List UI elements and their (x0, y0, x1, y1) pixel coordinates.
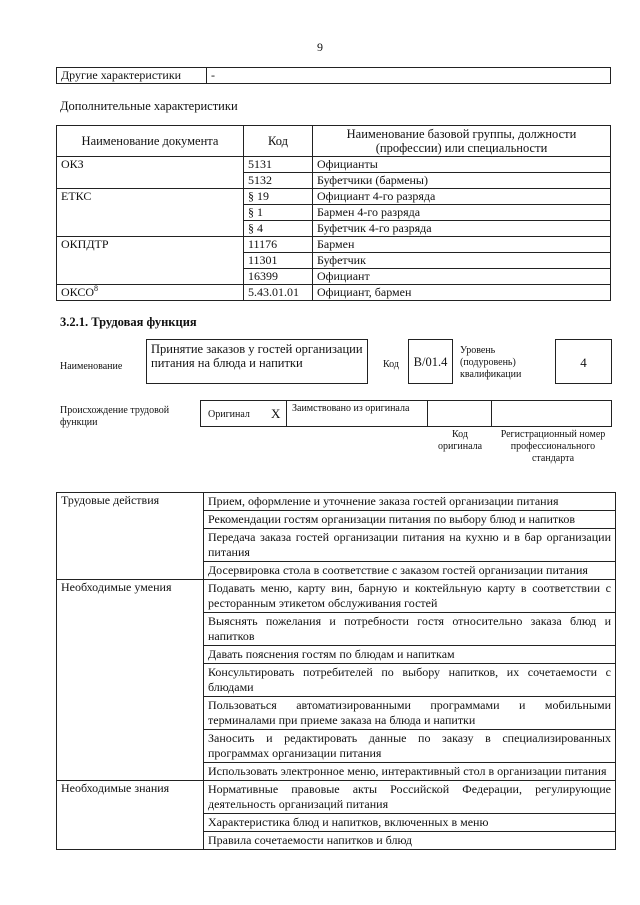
page-number: 9 (317, 40, 323, 54)
list-item (57, 529, 616, 562)
list-item (57, 613, 616, 646)
list-item (57, 646, 616, 664)
code-cell: 5132 (244, 173, 313, 189)
origin-divider-3 (491, 400, 492, 427)
group-cell: Бармен (313, 237, 611, 253)
doc-cell: ОКПДТР (57, 237, 244, 253)
doc-cell: ЕТКС (57, 189, 244, 205)
origin-divider-2 (427, 400, 428, 427)
doc-cell (57, 253, 244, 269)
table-row (57, 205, 611, 221)
list-item (57, 781, 616, 814)
section-title-spacer (57, 562, 204, 580)
additional-characteristics-table (56, 125, 611, 301)
group-cell: Официант (313, 269, 611, 285)
additional-heading: Дополнительные характеристики (60, 99, 238, 113)
doc-cell (57, 221, 244, 237)
group-cell: Бармен 4-го разряда (313, 205, 611, 221)
list-item (57, 664, 616, 697)
doc-cell: ОКЗ (57, 157, 244, 173)
col-header-document: Наименование документа (57, 126, 244, 157)
section-title-spacer (57, 664, 204, 697)
section-item: Досервировка стола в соответствие с заказом гостей организации питания (204, 562, 616, 580)
section-title-spacer (57, 529, 204, 562)
section-title-spacer (57, 730, 204, 763)
other-characteristics-table (56, 67, 611, 84)
level-label: Уровень (подуровень) квалификации (460, 345, 522, 380)
section-item: Консультировать потребителей по выбору напитков, их сочетаемости с блюдами (204, 664, 616, 697)
section-item: Выяснять пожелания и потребности гостя относительно заказа блюд и напитков (204, 613, 616, 646)
footnote-marker: 8 (94, 284, 99, 293)
code-label: Код (383, 359, 399, 370)
section-item: Давать пояснения гостям по блюдам и напиткам (204, 646, 616, 664)
code-cell: § 4 (244, 221, 313, 237)
other-characteristics-value: - (207, 68, 611, 84)
code-original-caption: Код оригинала (437, 429, 483, 452)
list-item (57, 832, 616, 850)
section-item: Правила сочетаемости напитков и блюд (204, 832, 616, 850)
function-name-box: Принятие заказов у гостей организации питания на блюда и напитки (146, 339, 368, 384)
section-item: Прием, оформление и уточнение заказа гостей организации питания (204, 493, 616, 511)
code-cell: 11176 (244, 237, 313, 253)
col-header-group: Наименование базовой группы, должности (профессии) или специальности (313, 126, 611, 157)
origin-divider-1 (286, 400, 287, 427)
section-item: Подавать меню, карту вин, барную и коктейльную карту в соответствии с ресторанным этикетом обслуживания гостей (204, 580, 616, 613)
level-box: 4 (555, 339, 612, 384)
table-row (57, 189, 611, 205)
original-label: Оригинал (208, 409, 250, 420)
group-cell: Официанты (313, 157, 611, 173)
name-label: Наименование (60, 361, 123, 372)
section-title-spacer (57, 613, 204, 646)
table-row (57, 269, 611, 285)
col-header-code: Код (244, 126, 313, 157)
list-item (57, 730, 616, 763)
other-characteristics-label: Другие характеристики (57, 68, 207, 84)
doc-cell (57, 173, 244, 189)
function-heading: 3.2.1. Трудовая функция (60, 315, 197, 329)
list-item (57, 511, 616, 529)
group-cell: Буфетчик (313, 253, 611, 269)
original-mark: X (271, 406, 281, 421)
section-item: Нормативные правовые акты Российской Федерации, регулирующие деятельность организаций питания (204, 781, 616, 814)
list-item (57, 814, 616, 832)
table-row (57, 285, 611, 301)
code-cell: 5.43.01.01 (244, 285, 313, 301)
table-row (57, 253, 611, 269)
section-title-spacer (57, 646, 204, 664)
section-item: Пользоваться автоматизированными программами и мобильными терминалами при приеме заказа на блюда и напитки (204, 697, 616, 730)
list-item (57, 763, 616, 781)
function-code-box: B/01.4 (408, 339, 453, 384)
reg-number-caption: Регистрационный номер профессионального стандарта (500, 429, 606, 464)
section-title-spacer (57, 697, 204, 730)
list-item (57, 562, 616, 580)
doc-cell (57, 269, 244, 285)
group-cell: Буфетчики (бармены) (313, 173, 611, 189)
section-title-spacer (57, 511, 204, 529)
list-item (57, 493, 616, 511)
section-item: Использовать электронное меню, интерактивный стол в организации питания (204, 763, 616, 781)
table-row (57, 237, 611, 253)
function-details-table (56, 492, 616, 850)
list-item (57, 697, 616, 730)
origin-label: Происхождение трудовой функции (60, 405, 170, 428)
code-cell: § 19 (244, 189, 313, 205)
group-cell: Официант 4-го разряда (313, 189, 611, 205)
section-title-spacer (57, 814, 204, 832)
code-cell: 16399 (244, 269, 313, 285)
borrowed-label: Заимствовано из оригинала (292, 403, 410, 414)
section-item: Рекомендации гостям организации питания по выбору блюд и напитков (204, 511, 616, 529)
section-title: Необходимые умения (57, 580, 204, 613)
code-cell: § 1 (244, 205, 313, 221)
group-cell: Буфетчик 4-го разряда (313, 221, 611, 237)
section-title-spacer (57, 832, 204, 850)
section-title: Трудовые действия (57, 493, 204, 511)
doc-cell (57, 205, 244, 221)
section-item: Характеристика блюд и напитков, включенных в меню (204, 814, 616, 832)
table-row (57, 157, 611, 173)
code-cell: 11301 (244, 253, 313, 269)
list-item (57, 580, 616, 613)
section-title-spacer (57, 763, 204, 781)
group-cell: Официант, бармен (313, 285, 611, 301)
code-cell: 5131 (244, 157, 313, 173)
section-item: Передача заказа гостей организации питания на кухню и в бар организации питания (204, 529, 616, 562)
doc-cell: ОКСО$^8$ (57, 285, 244, 301)
section-title: Необходимые знания (57, 781, 204, 814)
section-item: Заносить и редактировать данные по заказу в специализированных программах организации питания (204, 730, 616, 763)
table-row (57, 221, 611, 237)
table-row (57, 173, 611, 189)
